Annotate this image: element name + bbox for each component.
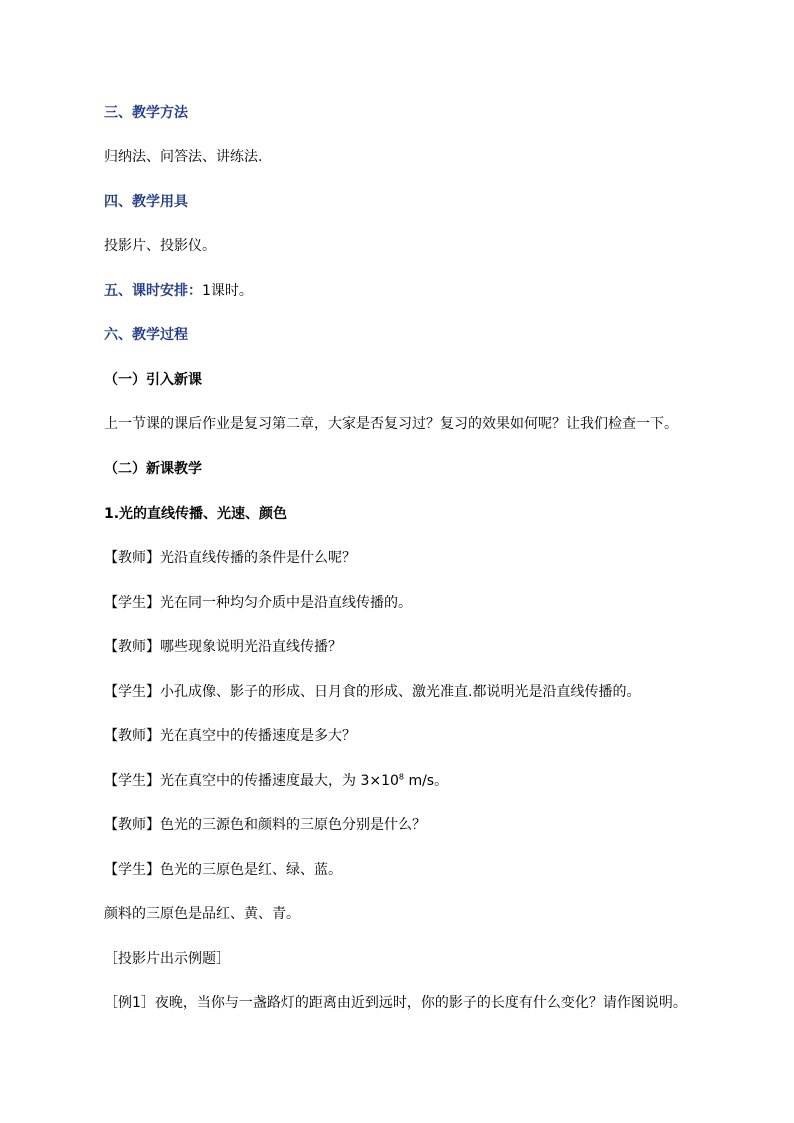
speed-answer-exponent: 8	[398, 772, 404, 782]
speed-answer-suffix: m/s。	[404, 773, 449, 789]
section-5	[104, 282, 253, 300]
speed-answer	[104, 772, 448, 790]
section-4-body: 投影片、投影仪。	[104, 238, 216, 254]
section-5-value: 1课时。	[202, 283, 253, 299]
slide-note: ［投影片出示例题］	[104, 951, 230, 967]
section-6-title: 六、教学过程	[104, 327, 188, 343]
dialogue-line: 颜料的三原色是品红、黄、青。	[104, 906, 300, 922]
dialogue-line: 【教师】色光的三源色和颜料的三原色分别是什么？	[104, 817, 426, 833]
subsection-1-body: 上一节课的课后作业是复习第二章，大家是否复习过？复习的效果如何呢？让我们检查一下。	[104, 416, 678, 432]
dialogue-line: 【学生】光在同一种均匀介质中是沿直线传播的。	[104, 595, 412, 611]
dialogue-line: 【学生】色光的三原色是红、绿、蓝。	[104, 862, 342, 878]
dialogue-line: 【教师】哪些现象说明光沿直线传播？	[104, 639, 342, 655]
dialogue-line: 【教师】光沿直线传播的条件是什么呢？	[104, 550, 356, 566]
section-3-title: 三、教学方法	[104, 105, 188, 121]
section-4-title: 四、教学用具	[104, 194, 188, 210]
subsection-1-title: （一）引入新课	[104, 372, 202, 388]
dialogue-line: 【学生】小孔成像、影子的形成、日月食的形成、激光准直.都说明光是沿直线传播的。	[104, 684, 641, 700]
speed-answer-prefix: 【学生】光在真空中的传播速度最大，为 3×10	[104, 773, 399, 789]
example-1: ［例1］夜晚，当你与一盏路灯的距离由近到远时，你的影子的长度有什么变化？请作图说明。	[104, 995, 687, 1011]
topic-1-title: 1.光的直线传播、光速、颜色	[104, 506, 288, 522]
subsection-2-title: （二）新课教学	[104, 461, 202, 477]
section-3-body: 归纳法、问答法、讲练法.	[104, 149, 263, 165]
section-5-title: 五、课时安排：	[104, 283, 202, 299]
speed-question: 【教师】光在真空中的传播速度是多大？	[104, 728, 356, 744]
